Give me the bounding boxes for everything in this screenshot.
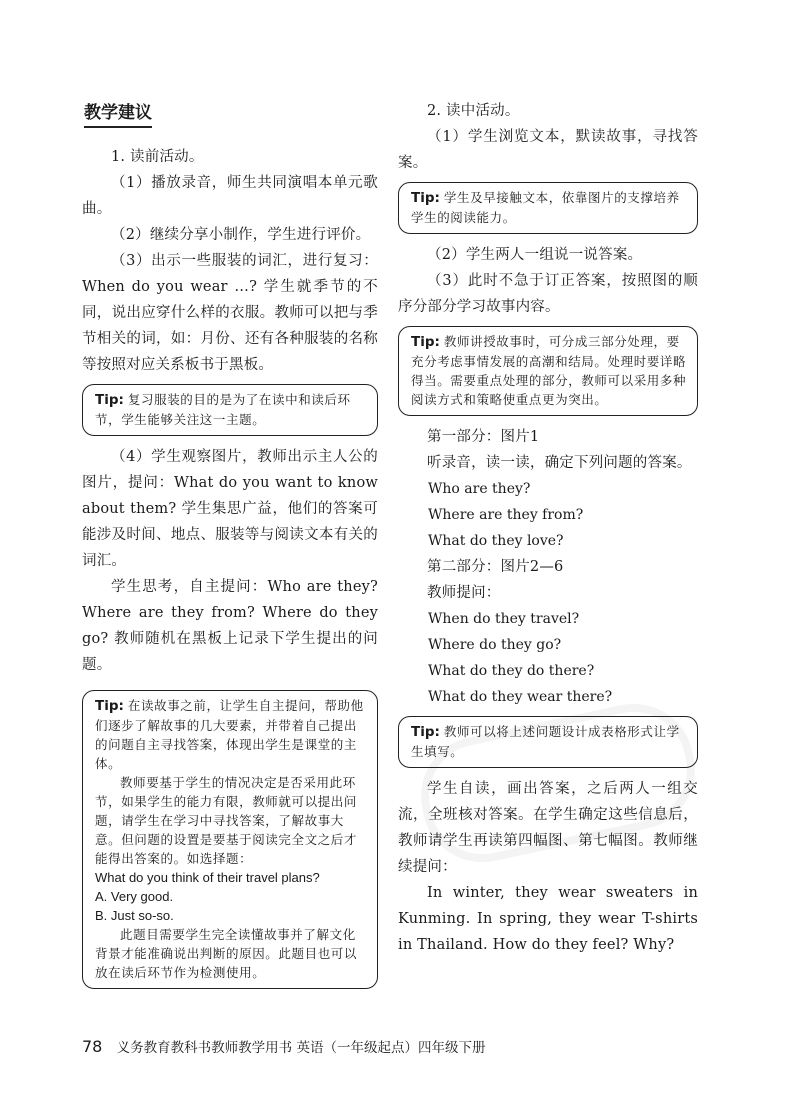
part-label: 第一部分：图片1 (427, 429, 540, 445)
question: Where do they go? (428, 637, 562, 653)
paragraph: In winter, they wear sweaters in Kunming. In spring, they wear T-shirts in Thailand. How do they feel? Why? (398, 885, 698, 953)
paragraph: （2）学生两人一组说一说答案。 (427, 247, 643, 263)
tip-option-a: A. Very good. (95, 889, 174, 904)
tip-box (82, 384, 378, 436)
paragraph: 教师提问： (427, 585, 501, 601)
tip-text: 教师要基于学生的情况决定是否采用此环节，如果学生的能力有限，教师就可以提出问题，请学生在学习中寻找答案，了解故事大意。但问题的设置是要基于阅读完全文之后才能得出答案的。如选择题： (95, 775, 358, 866)
footer-title: 义务教育教科书教师教学用书 英语（一年级起点）四年级下册 (116, 1040, 486, 1056)
tip-label: Tip: (95, 392, 124, 408)
question: When do they travel? (428, 611, 580, 627)
page-footer (82, 1036, 485, 1056)
paragraph: （1）学生浏览文本，默读故事，寻找答案。 (398, 129, 698, 171)
section-heading: 教学建议 (84, 98, 152, 128)
tip-text: 教师讲授故事时，可分成三部分处理，要充分考虑事情发展的高潮和结局。处理时要详略得当。需要重点处理的部分，教师可以采用多种阅读方式和策略使重点更为突出。 (411, 334, 687, 407)
paragraph: 听录音，读一读，确定下列问题的答案。 (427, 455, 692, 471)
question: What do they do there? (428, 663, 595, 679)
tip-label: Tip: (95, 698, 124, 714)
question: Who are they? (428, 481, 531, 497)
tip-text: 教师可以将上述问题设计成表格形式让学生填写。 (411, 724, 680, 759)
paragraph: （3）此时不急于订正答案，按照图的顺序分部分学习故事内容。 (398, 273, 698, 315)
paragraph: （4）学生观察图片，教师出示主人公的图片，提问：What do you want to know about them? 学生集思广益，他们的答案可能涉及时间、地点、服装等与阅读文本有关的词汇。 (82, 449, 378, 569)
left-column (82, 98, 378, 997)
question: What do they wear there? (428, 689, 613, 705)
tip-label: Tip: (411, 724, 440, 740)
paragraph: 2. 读中活动。 (427, 103, 520, 119)
paragraph: （2）继续分享小制作，学生进行评价。 (111, 227, 371, 243)
paragraph: 学生思考，自主提问：Who are they? Where are they from? Where do they go? 教师随机在黑板上记录下学生提出的问题。 (82, 579, 378, 673)
tip-box (398, 326, 698, 416)
paragraph: 1. 读前活动。 (111, 149, 204, 165)
page-number: 78 (82, 1037, 103, 1056)
tip-option-b: B. Just so-so. (95, 908, 174, 923)
tip-text: 在读故事之前，让学生自主提问，帮助他们逐步了解故事的几大要素，并带着自己提出的问题自主寻找答案，体现出学生是课堂的主体。 (95, 698, 364, 771)
paragraph: 学生自读，画出答案，之后两人一组交流，全班核对答案。在学生确定这些信息后，教师请学生再读第四幅图、第七幅图。教师继续提问： (398, 781, 698, 875)
question: What do they love? (428, 533, 564, 549)
tip-text: 复习服装的目的是为了在读中和读后环节，学生能够关注这一主题。 (95, 392, 351, 427)
tip-text: 此题目需要学生完全读懂故事并了解文化背景才能准确说出判断的原因。此题目也可以放在读后环节作为检测使用。 (95, 927, 358, 980)
tip-box (398, 716, 698, 768)
part-label: 第二部分：图片2—6 (427, 559, 564, 575)
tip-label: Tip: (411, 334, 440, 350)
tip-question: What do you think of their travel plans? (95, 870, 320, 885)
tip-text: 学生及早接触文本，依靠图片的支撑培养学生的阅读能力。 (411, 190, 680, 225)
tip-label: Tip: (411, 190, 440, 206)
paragraph: （1）播放录音，师生共同演唱本单元歌曲。 (82, 175, 378, 217)
tip-box (82, 690, 378, 989)
paragraph: （3）出示一些服装的词汇，进行复习：When do you wear …? 学生就季节的不同，说出应穿什么样的衣服。教师可以把与季节相关的词，如：月份、还有各种服装的名称等按照对应关系板书于黑板。 (82, 253, 378, 373)
tip-box (398, 182, 698, 234)
question: Where are they from? (428, 507, 584, 523)
right-column (398, 98, 698, 958)
